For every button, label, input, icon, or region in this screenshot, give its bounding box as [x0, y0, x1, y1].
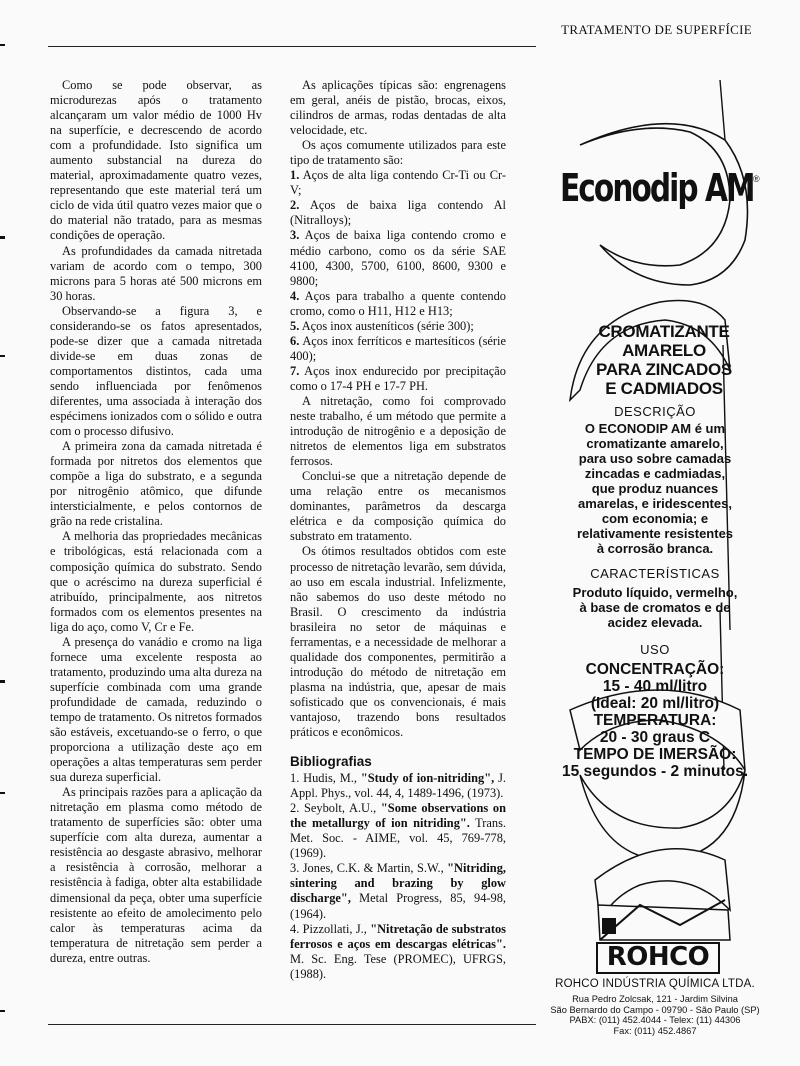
text-line: à base de cromatos e de [579, 600, 731, 615]
description-heading: DESCRIÇÃO [614, 404, 696, 419]
usage-text [540, 661, 770, 780]
list-item [290, 334, 506, 364]
address-line: São Bernardo do Campo - 09790 - São Paulo (SP) [550, 1004, 760, 1015]
paragraph: As aplicações típicas são: engrenagens em geral, anéis de pistão, brocas, eixos, cilindros de armas, rodas dentadas de alta velocidade, etc. [290, 78, 506, 138]
bibliography-heading: Bibliografias [290, 754, 372, 770]
list-item [290, 198, 506, 228]
ad-usage [540, 642, 770, 780]
ad-title-line: E CADMIADOS [605, 379, 723, 398]
address-line: PABX: (011) 452.4044 - Telex: (11) 44306 [569, 1015, 741, 1025]
usage-heading: USO [640, 642, 670, 657]
bib-source: Trans. Met. Soc. - AIME, vol. 45, 769-778, (1969). [290, 816, 506, 861]
bib-source: Metal Progress, 85, 94-98, (1964). [290, 891, 506, 921]
text-line: Produto líquido, vermelho, [572, 585, 738, 600]
bib-source: J. Appl. Phys., vol. 44, 4, 1489-1496, (1973). [290, 771, 506, 801]
text-line: TEMPERATURA: [593, 712, 717, 729]
company-address [540, 994, 770, 1036]
text-line: que produz nuances [591, 481, 719, 496]
text-line: com economia; e [601, 511, 709, 526]
paragraph: Conclui-se que a nitretação depende de uma relação entre os mecanismos dominantes, parâmetros da descarga elétrica e da composição química do substrato em tratamento. [290, 469, 506, 544]
bibliography-list [290, 771, 506, 982]
ad-description [540, 404, 770, 556]
text-line: acidez elevada. [607, 615, 703, 630]
text-line: relativamente resistentes [576, 526, 734, 541]
middle-column [290, 78, 506, 982]
list-number: 5. [290, 318, 300, 333]
text-line: para uso sobre camadas [578, 451, 732, 466]
list-number: 7. [290, 363, 300, 378]
address-line: Fax: (011) 452.4867 [613, 1025, 697, 1036]
list-item [290, 289, 506, 319]
bib-title: "Some observations on the metallurgy of ion nitriding". [290, 801, 507, 831]
text-line: 20 - 30 graus C [599, 729, 711, 746]
top-divider [48, 46, 536, 47]
bib-title: "Nitretação de substratos ferrosos e aços em descargas elétricas". [290, 921, 507, 951]
description-text [540, 421, 770, 556]
characteristics-text [540, 585, 770, 630]
text-line: cromatizante amarelo, [586, 436, 724, 451]
paragraph: Os ótimos resultados obtidos com este processo de nitretação levarão, sem dúvida, ao uso em escala industrial. Infelizmente, não sabemos do uso deste método no Brasil. O crescimento da indústria brasileira no setor de máquinas e ferramentas, e a necessidade de melhorar a qualidade dos componentes, permitirão a introdução do método de nitretação em plasma na indústria, que, apesar de mais sofisticado que os convencionais, é mais vantajoso, trazendo bons resultados práticos e econômicos. [290, 544, 506, 740]
text-line: amarelas, e iridescentes, [578, 496, 732, 511]
list-text: Aços para trabalho a quente contendo cromo, como o H11, H12 e H13; [290, 288, 506, 318]
list-text: Aços de baixa liga contendo Al (Nitralloys); [290, 198, 507, 228]
list-item [290, 364, 506, 394]
list-text: Aços inox ferríticos e martesíticos (série 400); [290, 333, 506, 363]
bib-author: 4. Pizzollati, J., [290, 921, 371, 936]
paragraph: A primeira zona da camada nitretada é formada por nitretos dos elementos que compõe a liga do substrato, e a segunda por nitrogênio atômico, que difunde intersticialmente, e pelos contornos de grão na rede cristalina. [50, 439, 262, 529]
list-text: Aços de baixa liga contendo cromo e médio carbono, como os da série SAE 4100, 4300, 5700, 6100, 8600, 9300 e 9800; [290, 228, 506, 288]
text-line: 15 segundos - 2 minutos. [561, 763, 749, 780]
paragraph: A melhoria das propriedades mecânicas e tribológicas, está relacionada com a composição química do substrato. Sendo que o acréscimo na dureza superficial é atribuído, principalmente, aos nitretos formados com os elementos presentes na liga do aço, como V, Cr e Fe. [50, 529, 262, 634]
ad-title-line: PARA ZINCADOS [596, 360, 732, 379]
paragraph: Os aços comumente utilizados para este tipo de tratamento são: [290, 138, 506, 168]
bib-author: 1. Hudis, M., [290, 771, 361, 786]
text-line: CONCENTRAÇÃO: [585, 661, 725, 678]
list-text: Aços de alta liga contendo Cr-Ti ou Cr-V; [290, 168, 506, 198]
bottom-divider [48, 1024, 536, 1025]
text-line: 15 - 40 ml/litro [602, 678, 708, 695]
ad-characteristics [540, 566, 770, 630]
list-number: 3. [290, 228, 300, 243]
bibliography-entry [290, 771, 506, 801]
list-text: Aços inox austeníticos (série 300); [301, 318, 474, 333]
product-logo: Econodip AM [560, 166, 754, 210]
bibliography-entry [290, 922, 506, 982]
text-line: (Ideal: 20 ml/litro) [590, 695, 720, 712]
running-header: TRATAMENTO DE SUPERFÍCIE [561, 22, 752, 37]
bib-title: "Study of ion-nitriding", [360, 771, 495, 786]
company-name: ROHCO INDÚSTRIA QUÍMICA LTDA. [555, 978, 755, 990]
text-line: zincadas e cadmiadas, [584, 466, 726, 481]
list-number: 1. [290, 168, 300, 183]
paragraph: A presença do vanádio e cromo na liga fornece uma excelente resposta ao tratamento, produzindo uma alta dureza na superfície combinada com uma grande profundidade de camada, reduzindo o tempo de tratamento. Os nitretos formados são estáveis, excetuando-se o ferro, o que proporciona a utilização deste aço em operações a altas temperaturas sem perder sua dureza superficial. [50, 634, 262, 785]
ad-title [566, 322, 762, 398]
bib-title: "Nitriding, sintering and brazing by glow discharge", [290, 861, 506, 906]
scan-edge-marks [0, 0, 20, 1066]
list-number: 6. [290, 333, 300, 348]
text-line: à corrosão branca. [596, 541, 714, 556]
advertisement [540, 70, 770, 1036]
address-line: Rua Pedro Zolcsak, 121 - Jardim Silvina [572, 994, 738, 1004]
paragraph: As profundidades da camada nitretada variam de acordo com o tempo, 300 microns para 5 horas até 500 microns em 30 horas. [50, 243, 262, 303]
bib-author: 2. Seybolt, A.U., [290, 801, 381, 816]
bibliography-entry [290, 861, 506, 921]
text-line: TEMPO DE IMERSÃO: [573, 746, 737, 763]
list-item [290, 319, 506, 334]
ad-title-line: AMARELO [622, 341, 706, 360]
paragraph: Observando-se a figura 3, e considerando-se os fatos apresentados, pode-se dizer que a camada nitretada divide-se em duas zonas de comportamentos distintos, cada uma sendo influenciada por fenômenos diferentes, uma associada à interação dos espécimens ionizados com o sólido e outra com o processo difusivo. [50, 303, 262, 439]
company-logo: ROHCO [596, 942, 720, 974]
list-number: 4. [290, 288, 300, 303]
bib-source: M. Sc. Eng. Tese (PROMEC), UFRGS, (1988). [290, 951, 506, 981]
list-number: 2. [290, 198, 300, 213]
list-item [290, 168, 506, 198]
list-text: Aços inox endurecido por precipitação como o 17-4 PH e 17-7 PH. [290, 363, 506, 393]
text-line: O ECONODIP AM é um [584, 421, 726, 436]
paragraph: As principais razões para a aplicação da nitretação em plasma como método de tratamento de superfícies são: obter uma superfície com alta dureza, aumentar a resistência ao desgaste abrasivo, melhorar a resistência à corrosão, melhorar a resistência à fadiga, obter alta estabilidade dimensional da peça, obter uma superfície resistente ao efeito de amolecimento pelo calor às temperaturas acima da temperatura de nitretação sem perder a dureza, entre outras. [50, 785, 262, 965]
list-item [290, 228, 506, 288]
registered-mark: ® [753, 174, 760, 184]
paragraph: Como se pode observar, as microdurezas após o tratamento alcançaram um valor médio de 1000 Hv na superfície, e decrescendo de acordo com a profundidade. Isto significa um aumento substancial na dureza do material, aproximadamente quatro vezes, representando que este material terá um ciclo de vida útil quatro vezes maior que o do material não tratado, para as mesmas condições de operação. [50, 78, 262, 243]
ad-title-line: CROMATIZANTE [598, 322, 730, 341]
left-column [50, 78, 262, 966]
characteristics-heading: CARACTERÍSTICAS [590, 566, 720, 581]
paragraph: A nitretação, como foi comprovado neste trabalho, é um método que permite a introdução de nitrogênio e a deposição de nitretos de elementos liga em substratos ferrosos. [290, 393, 506, 469]
bibliography-entry [290, 801, 506, 861]
bib-author: 3. Jones, C.K. & Martin, S.W., [290, 861, 448, 876]
